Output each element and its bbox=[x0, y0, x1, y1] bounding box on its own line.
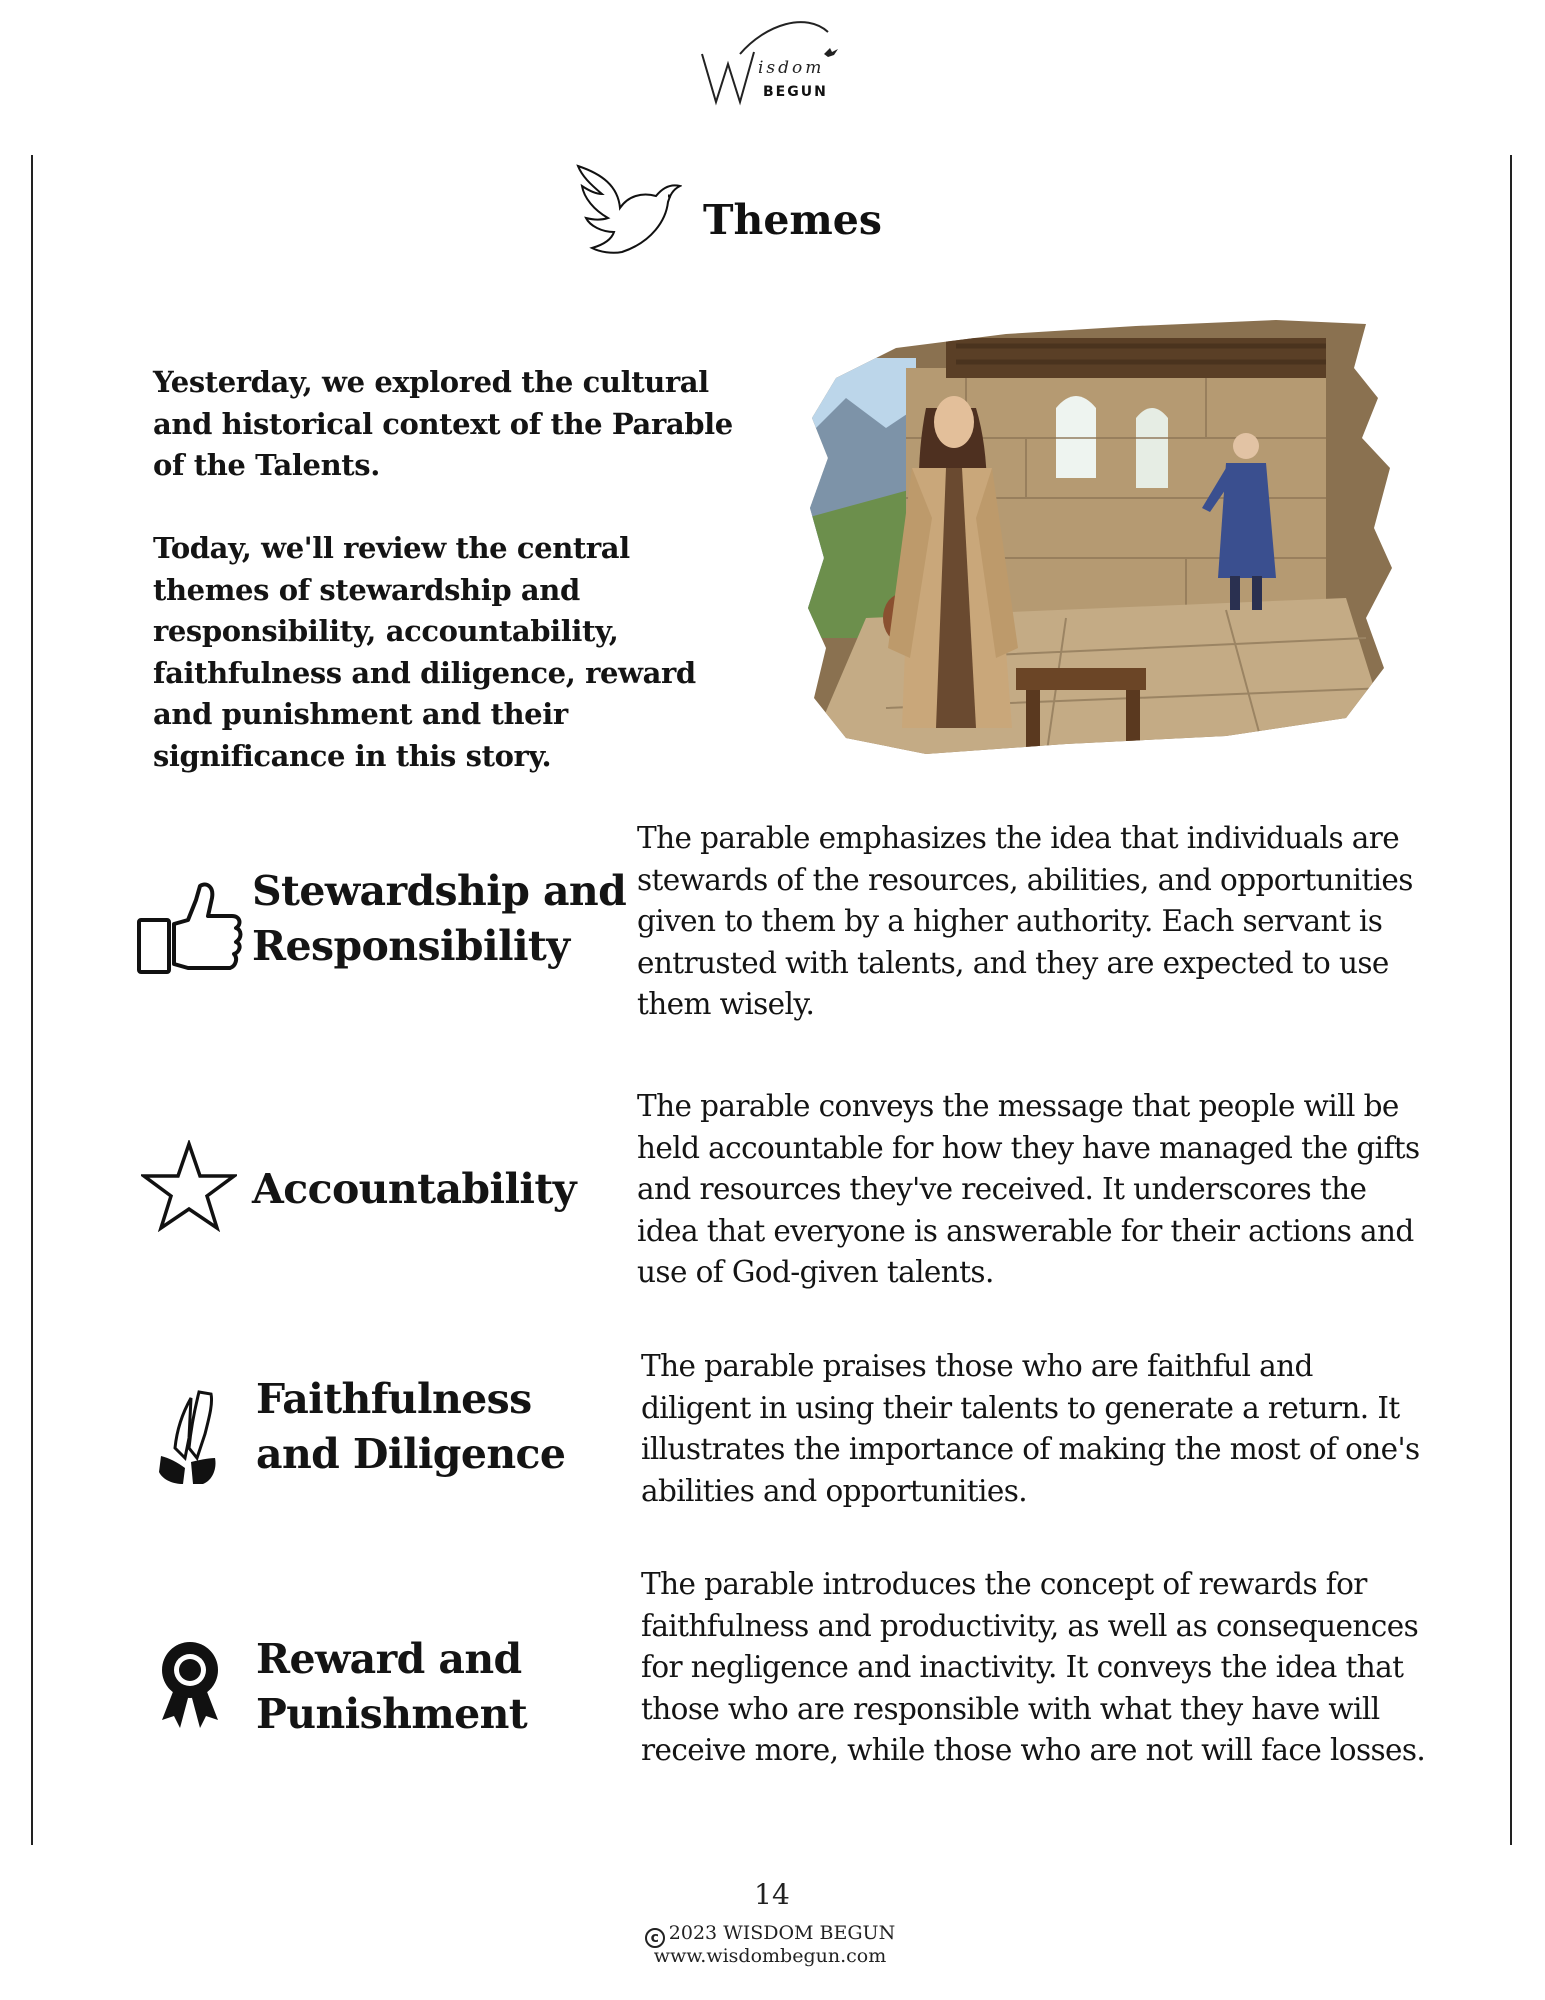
intro-paragraph-1: Yesterday, we explored the cultural and historical context of the Parable of the Talents. bbox=[153, 365, 733, 482]
website-link[interactable]: www.wisdombegun.com bbox=[653, 1945, 887, 1967]
theme-title-line: Responsibility bbox=[252, 922, 570, 970]
theme-title-line: Faithfulness bbox=[256, 1375, 532, 1423]
theme-title-line: Accountability bbox=[252, 1165, 576, 1213]
dove-icon bbox=[572, 160, 682, 260]
theme-title-accountability bbox=[252, 1162, 576, 1217]
logo-script-text: isdom bbox=[758, 58, 825, 78]
page-title: Themes bbox=[703, 196, 882, 244]
copyright-text: 2023 WISDOM BEGUN bbox=[668, 1922, 896, 1944]
theme-title-stewardship bbox=[252, 864, 626, 974]
brand-logo bbox=[696, 14, 846, 106]
theme-title-faithfulness bbox=[256, 1372, 565, 1482]
theme-description-reward: The parable introduces the concept of rewards for faithfulness and productivity, as well as consequences for negligence and inactivity. It conveys the idea that those who are responsible with what they have will receive more, while those who are not will face losses. bbox=[641, 1567, 1426, 1768]
theme-description-stewardship: The parable emphasizes the idea that individuals are stewards of the resources, abilities, and opportunities given to them by a higher authority. Each servant is entrusted with talents, and they are expected to use them wisely. bbox=[637, 821, 1413, 1022]
page-number: 14 bbox=[754, 1878, 790, 1911]
thumbs-up-icon bbox=[136, 880, 244, 976]
intro-paragraph-2: Today, we'll review the central themes of stewardship and responsibility, accountability, faithfulness and diligence, reward and punishment and their significance in this story. bbox=[153, 531, 696, 773]
theme-description-faithfulness: The parable praises those who are faithful and diligent in using their talents to generate a return. It illustrates the importance of making the most of one's abilities and opportunities. bbox=[641, 1349, 1420, 1508]
star-icon bbox=[141, 1140, 237, 1232]
theme-title-reward bbox=[256, 1632, 527, 1742]
theme-title-line: Punishment bbox=[256, 1690, 528, 1738]
award-ribbon-icon bbox=[158, 1640, 222, 1730]
copyright-icon: c bbox=[645, 1928, 665, 1948]
right-page-rule bbox=[1510, 155, 1512, 1845]
theme-title-line: and Diligence bbox=[256, 1430, 566, 1478]
parable-scene-illustration bbox=[806, 318, 1396, 758]
theme-description-accountability: The parable conveys the message that people will be held accountable for how they have managed the gifts and resources they've received. It underscores the idea that everyone is answerable for their actions and use of God-given talents. bbox=[637, 1089, 1420, 1290]
logo-wordmark: BEGUN bbox=[763, 84, 828, 100]
theme-title-line: Reward and bbox=[256, 1635, 522, 1683]
praying-hands-icon bbox=[155, 1388, 227, 1486]
theme-title-line: Stewardship and bbox=[252, 867, 627, 915]
left-page-rule bbox=[31, 155, 33, 1845]
